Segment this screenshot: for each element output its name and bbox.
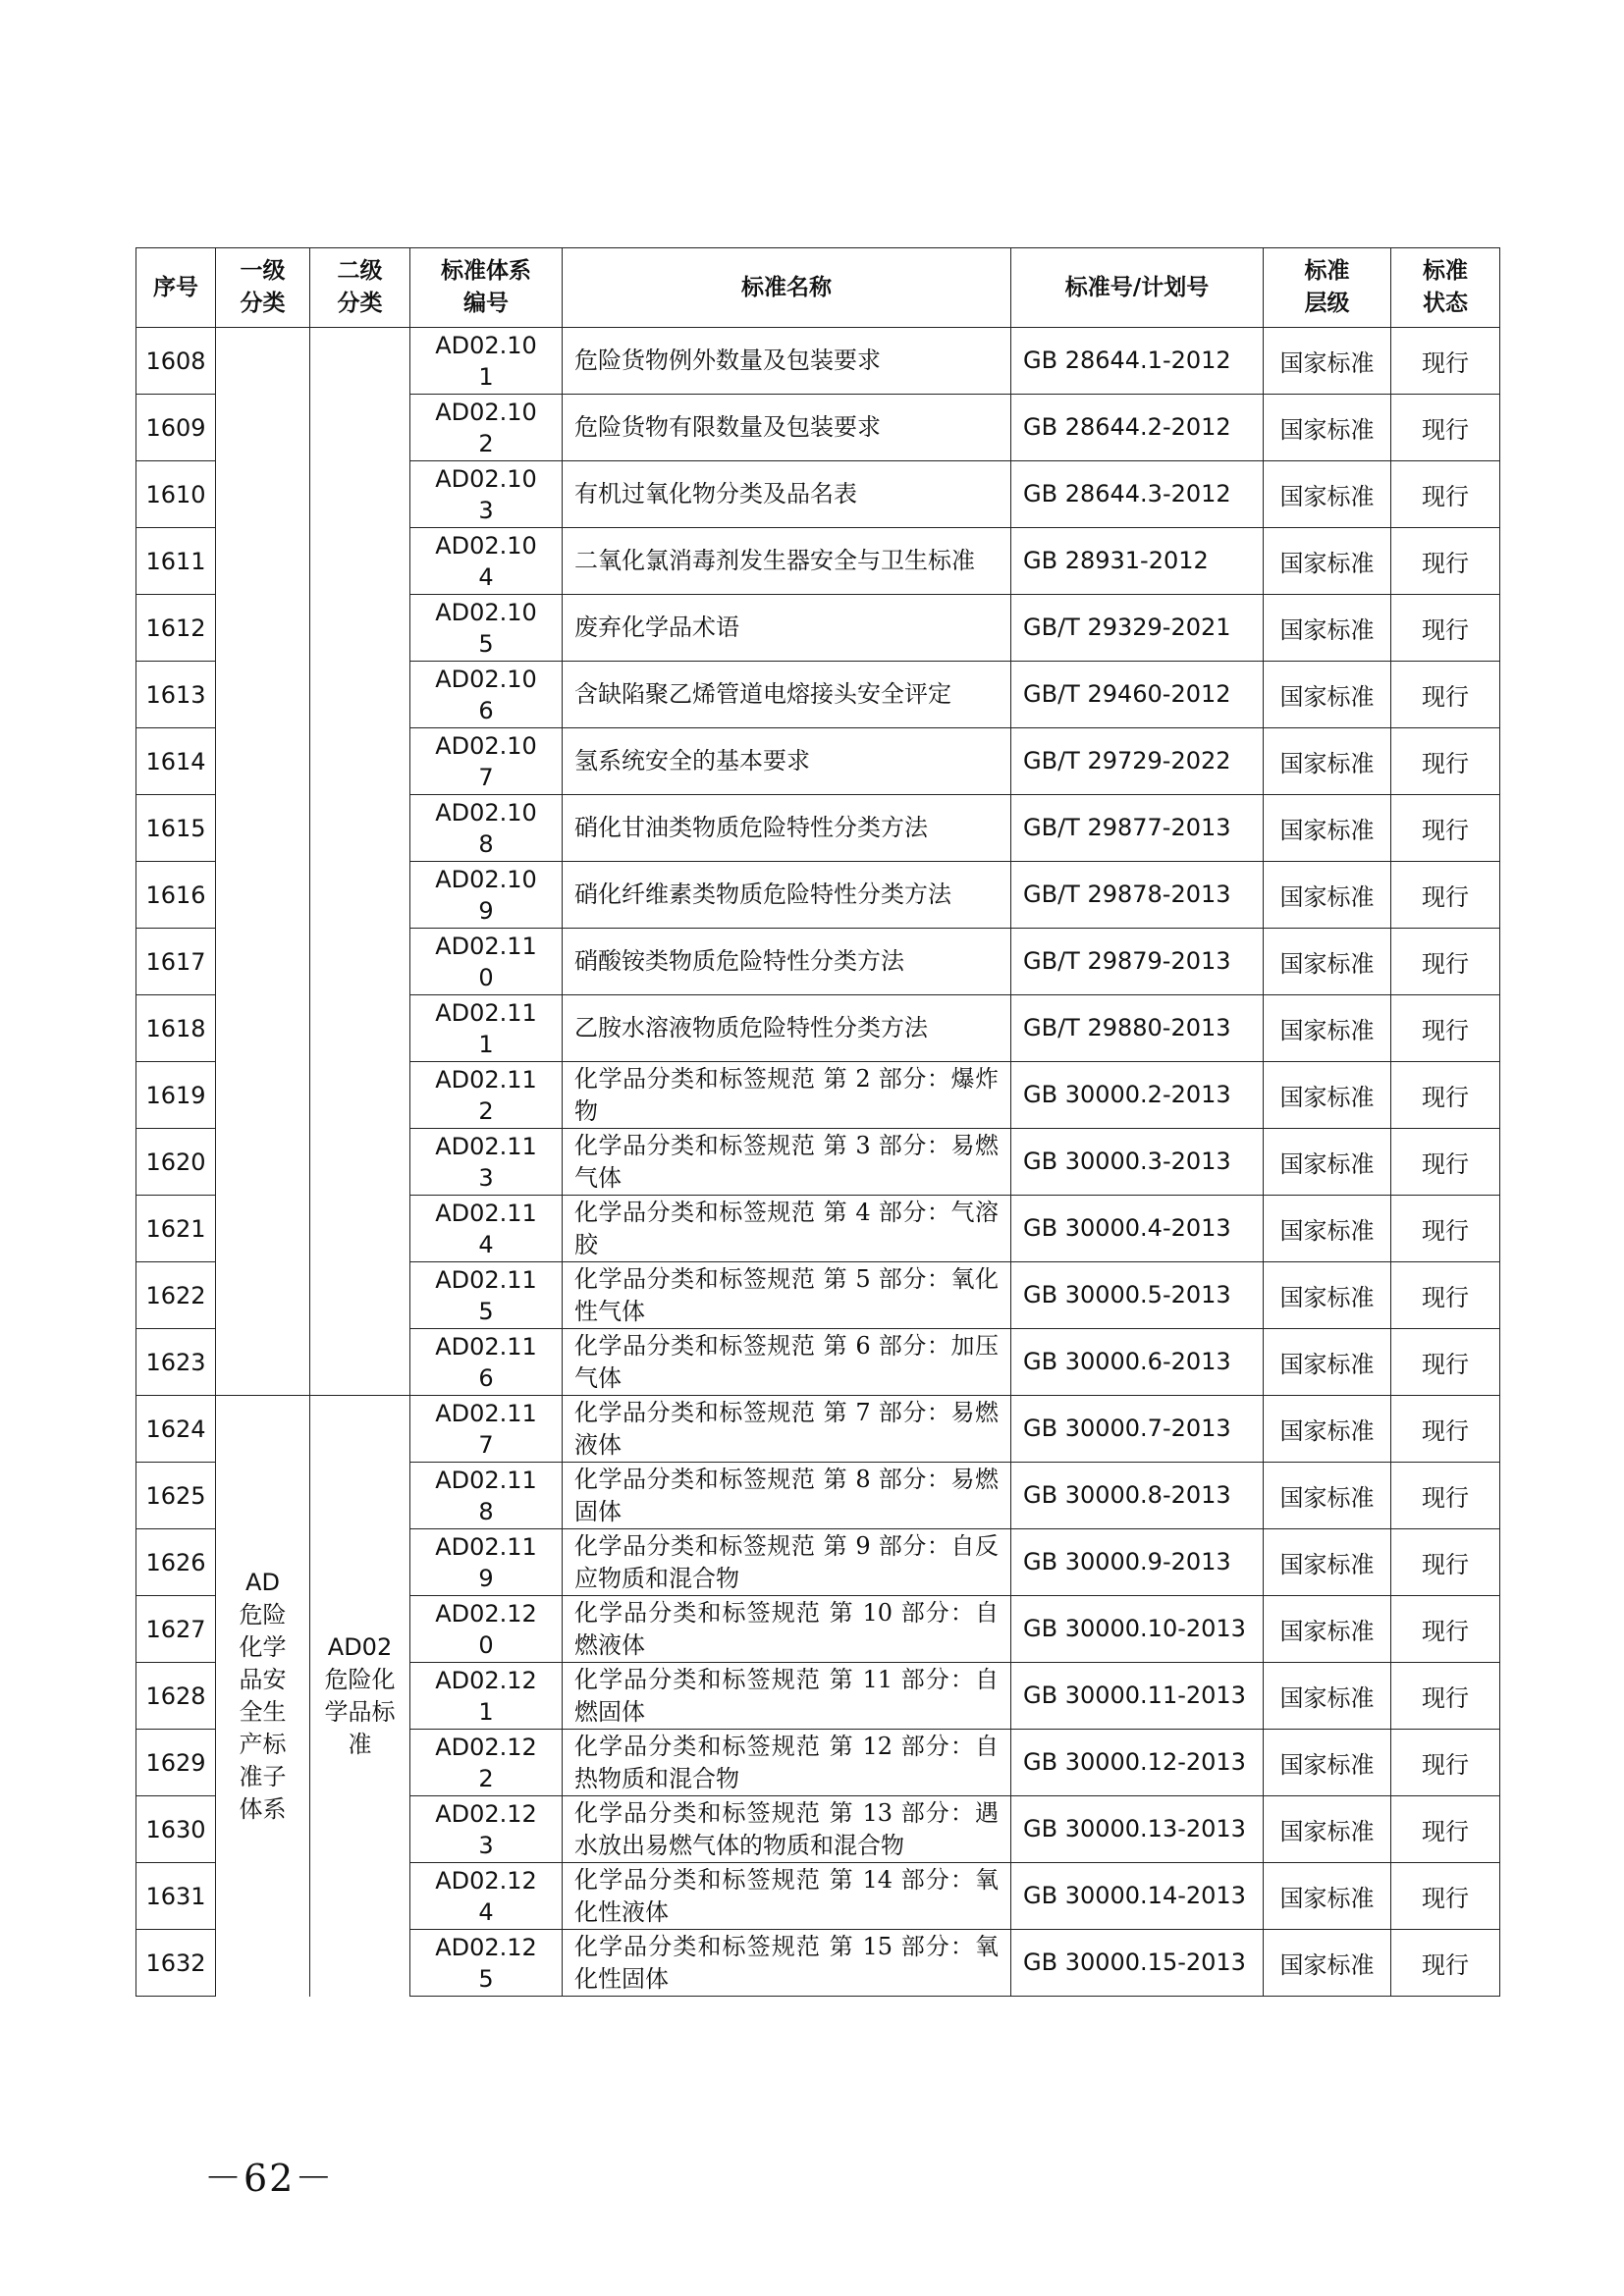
table-row (136, 328, 1500, 395)
row-number: GB 30000.14-2013 (1011, 1863, 1264, 1930)
header-level1 (216, 248, 310, 328)
row-level: 国家标准 (1264, 1062, 1391, 1129)
row-number: GB 30000.3-2013 (1011, 1129, 1264, 1196)
row-seq: 1616 (136, 862, 216, 929)
row-number: GB 30000.6-2013 (1011, 1329, 1264, 1396)
header-row (136, 248, 1500, 328)
row-code: AD02.123 (410, 1796, 563, 1863)
row-seq: 1627 (136, 1596, 216, 1663)
row-status: 现行 (1391, 1129, 1500, 1196)
header-level1-label: 一级分类 (240, 258, 286, 316)
row-code: AD02.115 (410, 1262, 563, 1329)
row-seq: 1631 (136, 1863, 216, 1930)
row-status: 现行 (1391, 461, 1500, 528)
row-number: GB 28644.3-2012 (1011, 461, 1264, 528)
row-code: AD02.101 (410, 328, 563, 395)
row-level: 国家标准 (1264, 1529, 1391, 1596)
row-number: GB 30000.7-2013 (1011, 1396, 1264, 1463)
row-seq: 1608 (136, 328, 216, 395)
row-code: AD02.120 (410, 1596, 563, 1663)
row-number: GB 30000.2-2013 (1011, 1062, 1264, 1129)
page-number: －62－ (204, 2157, 335, 2200)
row-level: 国家标准 (1264, 595, 1391, 662)
row-name: 化学品分类和标签规范 第 9 部分：自反应物质和混合物 (563, 1529, 1011, 1596)
row-status: 现行 (1391, 1796, 1500, 1863)
row-status: 现行 (1391, 1196, 1500, 1262)
row-code: AD02.113 (410, 1129, 563, 1196)
row-name: 化学品分类和标签规范 第 7 部分：易燃液体 (563, 1396, 1011, 1463)
row-name: 有机过氧化物分类及品名表 (563, 461, 1011, 528)
row-status: 现行 (1391, 1863, 1500, 1930)
row-seq: 1623 (136, 1329, 216, 1396)
row-name: 乙胺水溶液物质危险特性分类方法 (563, 995, 1011, 1062)
standards-table (135, 247, 1500, 1997)
row-code: AD02.122 (410, 1730, 563, 1796)
row-status: 现行 (1391, 395, 1500, 461)
row-number: GB 30000.5-2013 (1011, 1262, 1264, 1329)
row-code: AD02.102 (410, 395, 563, 461)
row-number: GB/T 29878-2013 (1011, 862, 1264, 929)
row-code: AD02.111 (410, 995, 563, 1062)
row-status: 现行 (1391, 1663, 1500, 1730)
row-status: 现行 (1391, 528, 1500, 595)
row-number: GB/T 29460-2012 (1011, 662, 1264, 728)
row-status: 现行 (1391, 1596, 1500, 1663)
row-number: GB/T 29329-2021 (1011, 595, 1264, 662)
row-status: 现行 (1391, 1062, 1500, 1129)
row-code: AD02.118 (410, 1463, 563, 1529)
row-status: 现行 (1391, 595, 1500, 662)
row-code: AD02.125 (410, 1930, 563, 1997)
header-number: 标准号/计划号 (1011, 248, 1264, 328)
row-level: 国家标准 (1264, 1596, 1391, 1663)
row-level: 国家标准 (1264, 862, 1391, 929)
row-code: AD02.121 (410, 1663, 563, 1730)
row-name: 硝酸铵类物质危险特性分类方法 (563, 929, 1011, 995)
row-seq: 1617 (136, 929, 216, 995)
row-name: 化学品分类和标签规范 第 12 部分：自热物质和混合物 (563, 1730, 1011, 1796)
row-number: GB 30000.4-2013 (1011, 1196, 1264, 1262)
row-code: AD02.119 (410, 1529, 563, 1596)
row-seq: 1621 (136, 1196, 216, 1262)
row-name: 化学品分类和标签规范 第 11 部分：自燃固体 (563, 1663, 1011, 1730)
row-seq: 1622 (136, 1262, 216, 1329)
row-level: 国家标准 (1264, 728, 1391, 795)
row-status: 现行 (1391, 995, 1500, 1062)
row-name: 化学品分类和标签规范 第 4 部分：气溶胶 (563, 1196, 1011, 1262)
row-level: 国家标准 (1264, 395, 1391, 461)
header-seq: 序号 (136, 248, 216, 328)
row-seq: 1626 (136, 1529, 216, 1596)
row-code: AD02.106 (410, 662, 563, 728)
row-status: 现行 (1391, 1329, 1500, 1396)
level2-category (310, 1396, 410, 1997)
row-seq: 1612 (136, 595, 216, 662)
header-std-level (1264, 248, 1391, 328)
row-code: AD02.103 (410, 461, 563, 528)
row-number: GB 30000.13-2013 (1011, 1796, 1264, 1863)
row-level: 国家标准 (1264, 929, 1391, 995)
row-name: 化学品分类和标签规范 第 8 部分：易燃固体 (563, 1463, 1011, 1529)
row-level: 国家标准 (1264, 1463, 1391, 1529)
row-seq: 1613 (136, 662, 216, 728)
header-std-level-label: 标准层级 (1304, 258, 1350, 316)
row-number: GB 28644.1-2012 (1011, 328, 1264, 395)
row-seq: 1619 (136, 1062, 216, 1129)
row-level: 国家标准 (1264, 461, 1391, 528)
table-body (136, 328, 1500, 1997)
row-seq: 1614 (136, 728, 216, 795)
row-seq: 1620 (136, 1129, 216, 1196)
row-level: 国家标准 (1264, 1663, 1391, 1730)
row-number: GB 30000.12-2013 (1011, 1730, 1264, 1796)
row-number: GB 30000.9-2013 (1011, 1529, 1264, 1596)
row-code: AD02.114 (410, 1196, 563, 1262)
row-number: GB/T 29879-2013 (1011, 929, 1264, 995)
row-level: 国家标准 (1264, 528, 1391, 595)
row-status: 现行 (1391, 1262, 1500, 1329)
row-number: GB/T 29880-2013 (1011, 995, 1264, 1062)
row-status: 现行 (1391, 1396, 1500, 1463)
level1-category (216, 1396, 310, 1997)
row-status: 现行 (1391, 862, 1500, 929)
row-name: 氢系统安全的基本要求 (563, 728, 1011, 795)
row-status: 现行 (1391, 728, 1500, 795)
row-seq: 1610 (136, 461, 216, 528)
row-code: AD02.109 (410, 862, 563, 929)
row-number: GB 28931-2012 (1011, 528, 1264, 595)
row-name: 危险货物例外数量及包装要求 (563, 328, 1011, 395)
row-seq: 1632 (136, 1930, 216, 1997)
row-name: 化学品分类和标签规范 第 6 部分：加压气体 (563, 1329, 1011, 1396)
row-name: 化学品分类和标签规范 第 10 部分：自燃液体 (563, 1596, 1011, 1663)
row-seq: 1624 (136, 1396, 216, 1463)
row-name: 化学品分类和标签规范 第 5 部分：氧化性气体 (563, 1262, 1011, 1329)
row-seq: 1609 (136, 395, 216, 461)
header-status-label: 标准状态 (1423, 258, 1468, 316)
row-status: 现行 (1391, 1463, 1500, 1529)
header-level2-label: 二级分类 (337, 258, 383, 316)
row-number: GB 30000.8-2013 (1011, 1463, 1264, 1529)
row-seq: 1630 (136, 1796, 216, 1863)
row-code: AD02.117 (410, 1396, 563, 1463)
level2-category-empty (310, 328, 410, 1396)
row-level: 国家标准 (1264, 1129, 1391, 1196)
row-status: 现行 (1391, 662, 1500, 728)
row-seq: 1629 (136, 1730, 216, 1796)
row-name: 含缺陷聚乙烯管道电熔接头安全评定 (563, 662, 1011, 728)
row-name: 硝化纤维素类物质危险特性分类方法 (563, 862, 1011, 929)
row-number: GB 30000.15-2013 (1011, 1930, 1264, 1997)
level1-category-label: AD危险化学品安全生产标准子体系 (239, 1568, 287, 1823)
row-level: 国家标准 (1264, 1262, 1391, 1329)
row-status: 现行 (1391, 929, 1500, 995)
row-code: AD02.105 (410, 595, 563, 662)
row-level: 国家标准 (1264, 795, 1391, 862)
row-code: AD02.124 (410, 1863, 563, 1930)
row-number: GB/T 29877-2013 (1011, 795, 1264, 862)
row-status: 现行 (1391, 1930, 1500, 1997)
row-level: 国家标准 (1264, 1329, 1391, 1396)
row-number: GB 28644.2-2012 (1011, 395, 1264, 461)
row-name: 危险货物有限数量及包装要求 (563, 395, 1011, 461)
level2-category-label: AD02危险化学品标准 (324, 1632, 396, 1758)
row-status: 现行 (1391, 328, 1500, 395)
row-name: 废弃化学品术语 (563, 595, 1011, 662)
header-code-label: 标准体系编号 (441, 258, 531, 316)
row-level: 国家标准 (1264, 328, 1391, 395)
row-name: 化学品分类和标签规范 第 13 部分：遇水放出易燃气体的物质和混合物 (563, 1796, 1011, 1863)
row-status: 现行 (1391, 1730, 1500, 1796)
row-level: 国家标准 (1264, 1730, 1391, 1796)
row-seq: 1625 (136, 1463, 216, 1529)
row-name: 化学品分类和标签规范 第 14 部分：氧化性液体 (563, 1863, 1011, 1930)
row-code: AD02.104 (410, 528, 563, 595)
row-seq: 1628 (136, 1663, 216, 1730)
header-level2 (310, 248, 410, 328)
row-number: GB 30000.11-2013 (1011, 1663, 1264, 1730)
row-level: 国家标准 (1264, 1196, 1391, 1262)
row-level: 国家标准 (1264, 1930, 1391, 1997)
row-level: 国家标准 (1264, 662, 1391, 728)
row-number: GB/T 29729-2022 (1011, 728, 1264, 795)
row-name: 化学品分类和标签规范 第 15 部分：氧化性固体 (563, 1930, 1011, 1997)
row-code: AD02.112 (410, 1062, 563, 1129)
level1-category-empty (216, 328, 310, 1396)
row-name: 化学品分类和标签规范 第 3 部分：易燃气体 (563, 1129, 1011, 1196)
row-level: 国家标准 (1264, 995, 1391, 1062)
row-status: 现行 (1391, 795, 1500, 862)
row-name: 化学品分类和标签规范 第 2 部分：爆炸物 (563, 1062, 1011, 1129)
row-code: AD02.108 (410, 795, 563, 862)
row-number: GB 30000.10-2013 (1011, 1596, 1264, 1663)
row-name: 二氧化氯消毒剂发生器安全与卫生标准 (563, 528, 1011, 595)
header-code (410, 248, 563, 328)
row-code: AD02.116 (410, 1329, 563, 1396)
header-name: 标准名称 (563, 248, 1011, 328)
row-code: AD02.110 (410, 929, 563, 995)
row-seq: 1618 (136, 995, 216, 1062)
table-row (136, 1396, 1500, 1463)
row-level: 国家标准 (1264, 1796, 1391, 1863)
header-status (1391, 248, 1500, 328)
row-seq: 1615 (136, 795, 216, 862)
row-level: 国家标准 (1264, 1863, 1391, 1930)
row-name: 硝化甘油类物质危险特性分类方法 (563, 795, 1011, 862)
row-code: AD02.107 (410, 728, 563, 795)
row-seq: 1611 (136, 528, 216, 595)
row-level: 国家标准 (1264, 1396, 1391, 1463)
row-status: 现行 (1391, 1529, 1500, 1596)
